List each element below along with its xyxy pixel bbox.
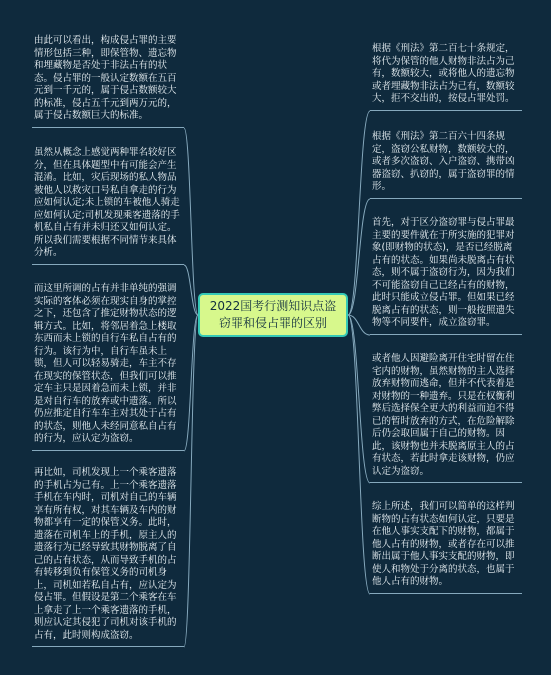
left-node-4-text: 再比如，司机发现上一个乘客遗落的手机占为己有。上一个乘客遗落手机在车内时，司机对自己的车辆享有所有权，对其车辆及车内的财物都享有一定的保管义务。此时，遗落在司机车上的手机，原主人的遗落行为已经导致其财物脱离了自己的占有状态，从而导致手机的占有转移到负有保管义务的司机身上，司机如若私自占有，应认定为侵占罪。但假设是第二个乘客在车上拿走了上一个乘客遗落的手机，则应认定其侵犯了司机对该手机的占有，此时则构成盗窃。 (34, 467, 177, 641)
connector-right-5 (348, 315, 370, 594)
left-node-1[interactable] (34, 35, 180, 123)
connector-left-3 (184, 315, 198, 451)
right-node-5[interactable] (372, 501, 518, 589)
left-node-3-text: 而这里所调的占有并非单纯的强调实际的客体必须在现实自身的掌控之下，还包含了推定财物状态的逻辑方式。比如，将邻居着急上楼取东西而未上锁的自行车私自占有的行为。该行为中，自行车虽未上锁，但人可以轻易骑走，车主不存在现实的保管状态，但我们可以推定车主只是因着急而未上锁，并非是对自行车的放弃或中遗落。所以仍应推定自行车车主对其处于占有的状态，则他人未经同意私自占有的行为，应认定为盗窃。 (34, 283, 177, 444)
left-node-1-text: 由此可以看出，构成侵占罪的主要情形包括三种，即保管物、遗忘物和埋藏物是否处于非法占有的状态。侵占罪的一般认定数额在五百元到一千元的，属于侵占数额较大的标准，侵占五千元到两万元的，属于侵占数额巨大的标准。 (34, 35, 177, 121)
left-node-3[interactable] (34, 283, 180, 446)
right-node-1[interactable] (372, 43, 518, 106)
right-node-3-text: 首先，对于区分盗窃罪与侵占罪最主要的要件就在于所实施的犯罪对象(即财物的状态)，是否已经脱离占有的状态。如果尚未脱离占有状态，则不属于盗窃行为，因为我们不可能盗窃自己已经占有的财物，此时只能成立侵占罪。但如果已经脱离占有的状态，则一般按照遗失物等不同要件，成立盗窃罪。 (372, 217, 515, 328)
right-node-5-text: 综上所述，我们可以简单的这样判断物的占有状态如何认定，只要是在他人事实支配下的财物，都属于他人占有的财物，或者存在可以推断出属于他人事实支配的财物，即使人和物处于分离的状态，也属于他人占有的财物。 (372, 501, 515, 587)
connector-right-1 (348, 111, 370, 315)
right-node-1-text: 根据《刑法》第二百七十条规定，将代为保管的他人财物非法占为己有，数额较大，或将他人的遗忘物或者埋藏物非法占为己有，数额较大，拒不交出的，按侵占罪处罚。 (372, 43, 515, 104)
right-node-4[interactable] (372, 353, 518, 478)
right-node-4-text: 或者他人因避险离开住宅时留在住宅内的财物，虽然财物的主人选择放弃财物而逃命，但并不代表着是对财物的一种遗弃。只是在权衡利弊后选择保全更大的利益而迫不得已的暂时放弃的方式，在危险解除后仍会取回属于自己的财物。因此，该财物也并未脱离原主人的占有状态，若此时拿走该财物，仍应认定为盗窃。 (372, 353, 515, 477)
left-node-2[interactable] (34, 147, 180, 260)
connector-left-4 (184, 315, 198, 647)
left-node-4[interactable] (34, 467, 180, 642)
right-node-2[interactable] (372, 131, 518, 194)
central-topic[interactable] (198, 293, 348, 337)
central-topic-text: 2022国考行测知识点盗窃罪和侵占罪的区别 (209, 299, 337, 330)
right-node-2-text: 根据《刑法》第二百六十四条规定，盗窃公私财物，数额较大的，或者多次盗窃、入户盗窃、携带凶器盗窃、扒窃的，属于盗窃罪的情形。 (372, 131, 515, 192)
right-node-3[interactable] (372, 217, 518, 330)
left-node-2-text: 虽然从概念上感觉两种罪名较好区分，但在具体题型中有可能会产生混淆。比如，灾后现场的私人物品被他人以救灾口号私自拿走的行为应如何认定;未上锁的车被他人骑走应如何认定;司机发现乘客遗落的手机私自占有并未归还又如何认定。所以我们需要根据不同情节来具体分析。 (34, 147, 180, 258)
